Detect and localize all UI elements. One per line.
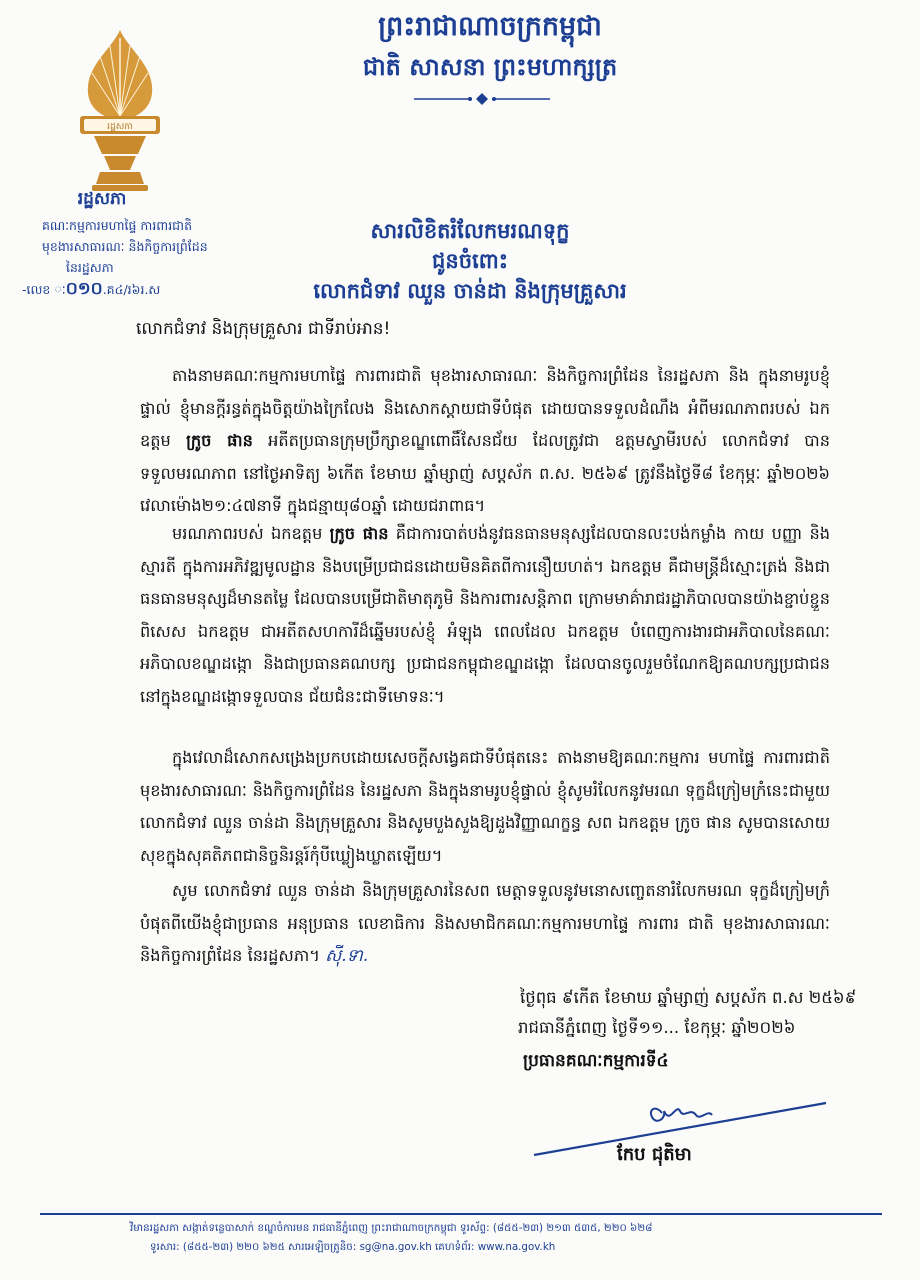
sender-committee-line1: គណៈកម្មការមហាផ្ទៃ ការពារជាតិ [42,218,192,233]
paragraph-2-text-a: មរណភាពរបស់ ឯកឧត្តម [172,524,323,543]
paragraph-2 [140,518,830,713]
kingdom-heading: ព្រះរាជាណាចក្រកម្ពុជា [378,11,602,42]
paragraph-4-text: សូម លោកជំទាវ ឈួន ចាន់ដា និងក្រុមគ្រួសារនៃសព មេត្តាទទួលនូវមនោសញ្ចេតនារំលែកមរណ ទុក្ខដ៏ក្រៀមក្រំបំផុតពីយេីងខ្ញុំជាប្រធាន អនុប្រធាន លេខាធិការ និងសមាជិកគណៈកម្មការមហាផ្ទៃ ការពារ ជាតិ មុខងារសាធារណៈ និងកិច្ចការព្រំដែន នៃរដ្ឋសភា។ [140,881,830,965]
deceased-name: ក្រូច ផាន [186,431,253,450]
sender-organization: រដ្ឋសភា [77,189,127,209]
paragraph-3 [140,742,830,872]
reference-prefix: -លេខ ៈ [22,282,66,297]
svg-text:រដ្ឋសភា: រដ្ឋសភា [107,122,133,132]
reference-number [22,278,222,301]
national-motto: ជាតិ សាសនា ព្រះមហាក្សត្រ [362,52,618,81]
letter-addressed-to: ជូនចំពោះ [432,248,508,273]
signer-position: ប្រធានគណៈកម្មការទី៤ [523,1051,669,1071]
sender-block [22,188,222,301]
reference-number-value: ០១០ [65,279,103,299]
letter-recipient: លោកជំទាវ ឈួន ចាន់ដា និងក្រុមគ្រួសារ [313,278,627,303]
handwritten-initials: ស៊ី.ទា. [325,946,369,966]
reference-suffix: .គ៤/រ៦រ.ស [102,282,161,297]
paragraph-1-text-a: តាងនាមគណៈកម្មការមហាផ្ទៃ ការពារជាតិ មុខងារសាធារណៈ និងកិច្ចការព្រំដែន នៃរដ្ឋសភា និង ក្នុងនាមរូបខ្ញុំផ្ទាល់ ខ្ញុំមានក្ដីរន្ធត់ក្នុងចិត្តយ៉ាងក្រៃលែង និងសោកស្ដាយជាទីបំផុត ដោយបានទទួលដំណឹង អំពីមរណភាពរបស់ ឯកឧត្តម [140,366,830,450]
letter-title: សារលិខិតរំលែកមរណទុក្ខ [370,218,570,243]
paragraph-1 [140,360,830,523]
paragraph-4 [140,875,830,973]
paragraph-3-text: ក្នុងវេលាដ៏សោកសង្រេងប្រកបដោយសេចក្ដីសង្វេគជាទីបំផុតនេះ តាងនាមឱ្យគណៈកម្មការ មហាផ្ទៃ ការពារជាតិ មុខងារសាធារណៈ និងកិច្ចការព្រំដែន នៃរដ្ឋសភា និងក្នុងនាមរូបខ្ញុំផ្ទាល់ ខ្ញុំសូមរំលែកនូវមរណ ទុក្ខដ៏ក្រៀមក្រំនេះជាមួយ លោកជំទាវ ឈួន ចាន់ដា និងក្រុមគ្រួសារ និងសូមបួងសួងឱ្យដួងវិញ្ញាណក្ខន្ធ សព ឯកឧត្តម ក្រូច ផាន សូមបានសោយសុខក្នុងសុគតិភពជានិច្ចនិរន្តរ៍កុំបីឃ្លៀងឃ្លាតឡើយ។ [140,748,830,865]
date-lunar: ថ្ងៃពុធ ៩កេីត ខែមាឃ ឆ្នាំម្សាញ់ សប្តស័ក ព.ស ២៥៦៩ [520,988,857,1007]
date-solar: រាជធានីភ្នំពេញ ថ្ងៃទី១១... ខែកុម្ភៈ ឆ្នាំ២០២៦ [518,1018,796,1037]
motto-ornament [412,92,552,106]
sender-committee-line2: មុខងារសាធារណៈ និងកិច្ចការព្រំដែន [42,239,208,254]
salutation: លោកជំទាវ និងក្រុមគ្រួសារ ជាទីរាប់អាន! [136,319,391,339]
paragraph-1-text-b: អតីតប្រធានក្រុមប្រឹក្សាខណ្ឌពោធិ៍សែនជ័យ ដែលត្រូវជា ឧត្តមស្វាមីរបស់ លោកជំទាវ បានទទួលមរណភាព នៅថ្ងៃអាទិត្យ ៦កេីត ខែមាឃ ឆ្នាំម្សាញ់ សប្តស័ក ព.ស. ២៥៦៩ ត្រូវនឹងថ្ងៃទី៨ ខែកុម្ភៈ ឆ្នាំ២០២៦ វេលាម៉ោង២១:៤៧នាទី ក្នុងជន្មាយុ៨០ឆ្នាំ ដោយជរាពាធ។ [140,431,830,515]
national-assembly-emblem [70,28,170,193]
footer-divider [40,1213,882,1215]
paragraph-2-text-b: គឺជាការបាត់បង់នូវធនធានមនុស្សដែលបានលះបង់កម្លាំង កាយ បញ្ញា និងស្មារតី ក្នុងការអភិវឌ្ឍមូលដ្ឋាន និងបម្រើប្រជាជនដោយមិនគិតពីការនឿយហត់។ ឯកឧត្តម គឺជាមន្ត្រីដ៏ស្មោះត្រង់ និងជាធនធានមនុស្សដ៏មានតម្លៃ ដែលបានបម្រើជាតិមាតុភូមិ និងការពារសន្តិភាព ក្រោមមាគ៌ារាជរដ្ឋាភិបាលបានយ៉ាងខ្ជាប់ខ្ជួន ពិសេស ឯកឧត្តម ជាអតីតសហការីដ៏ឆ្នើមរបស់ខ្ញុំ អំឡុង ពេលដែល ឯកឧត្តម បំពេញការងារជាអភិបាលនៃគណៈអភិបាលខណ្ឌដង្កោ និងជាប្រធានគណបក្ស ប្រជាជនកម្ពុជាខណ្ឌដង្កោ ដែលបានចូលរួមចំណែកឱ្យគណបក្សប្រជាជននៅក្នុងខណ្ឌដង្កោទទួលបាន ជ័យជំនះជាទីមោទនៈ។ [140,524,831,706]
footer-address: វិមានរដ្ឋសភា សង្កាត់ទន្លេបាសាក់ ខណ្ឌចំការមន រាជធានីភ្នំពេញ ព្រះរាជាណាចក្រកម្ពុជា ទូរស័ព្ទ: (៨៥៥-២៣) ២១៣ ៥៣៥, ២២០ ៦២៨ [130,1222,653,1234]
deceased-name-2: ក្រូច ផាន [329,524,389,543]
footer-contact: ទូរសារ: (៨៥៥-២៣) ២២០ ៦២៥ សារអេឡិចត្រូនិច: sg@na.gov.kh គេហទំព័រ: www.na.gov.kh [150,1241,556,1253]
signer-name: កែប ជុតិមា [617,1144,692,1165]
sender-committee-line3: នៃរដ្ឋសភា [66,260,114,275]
